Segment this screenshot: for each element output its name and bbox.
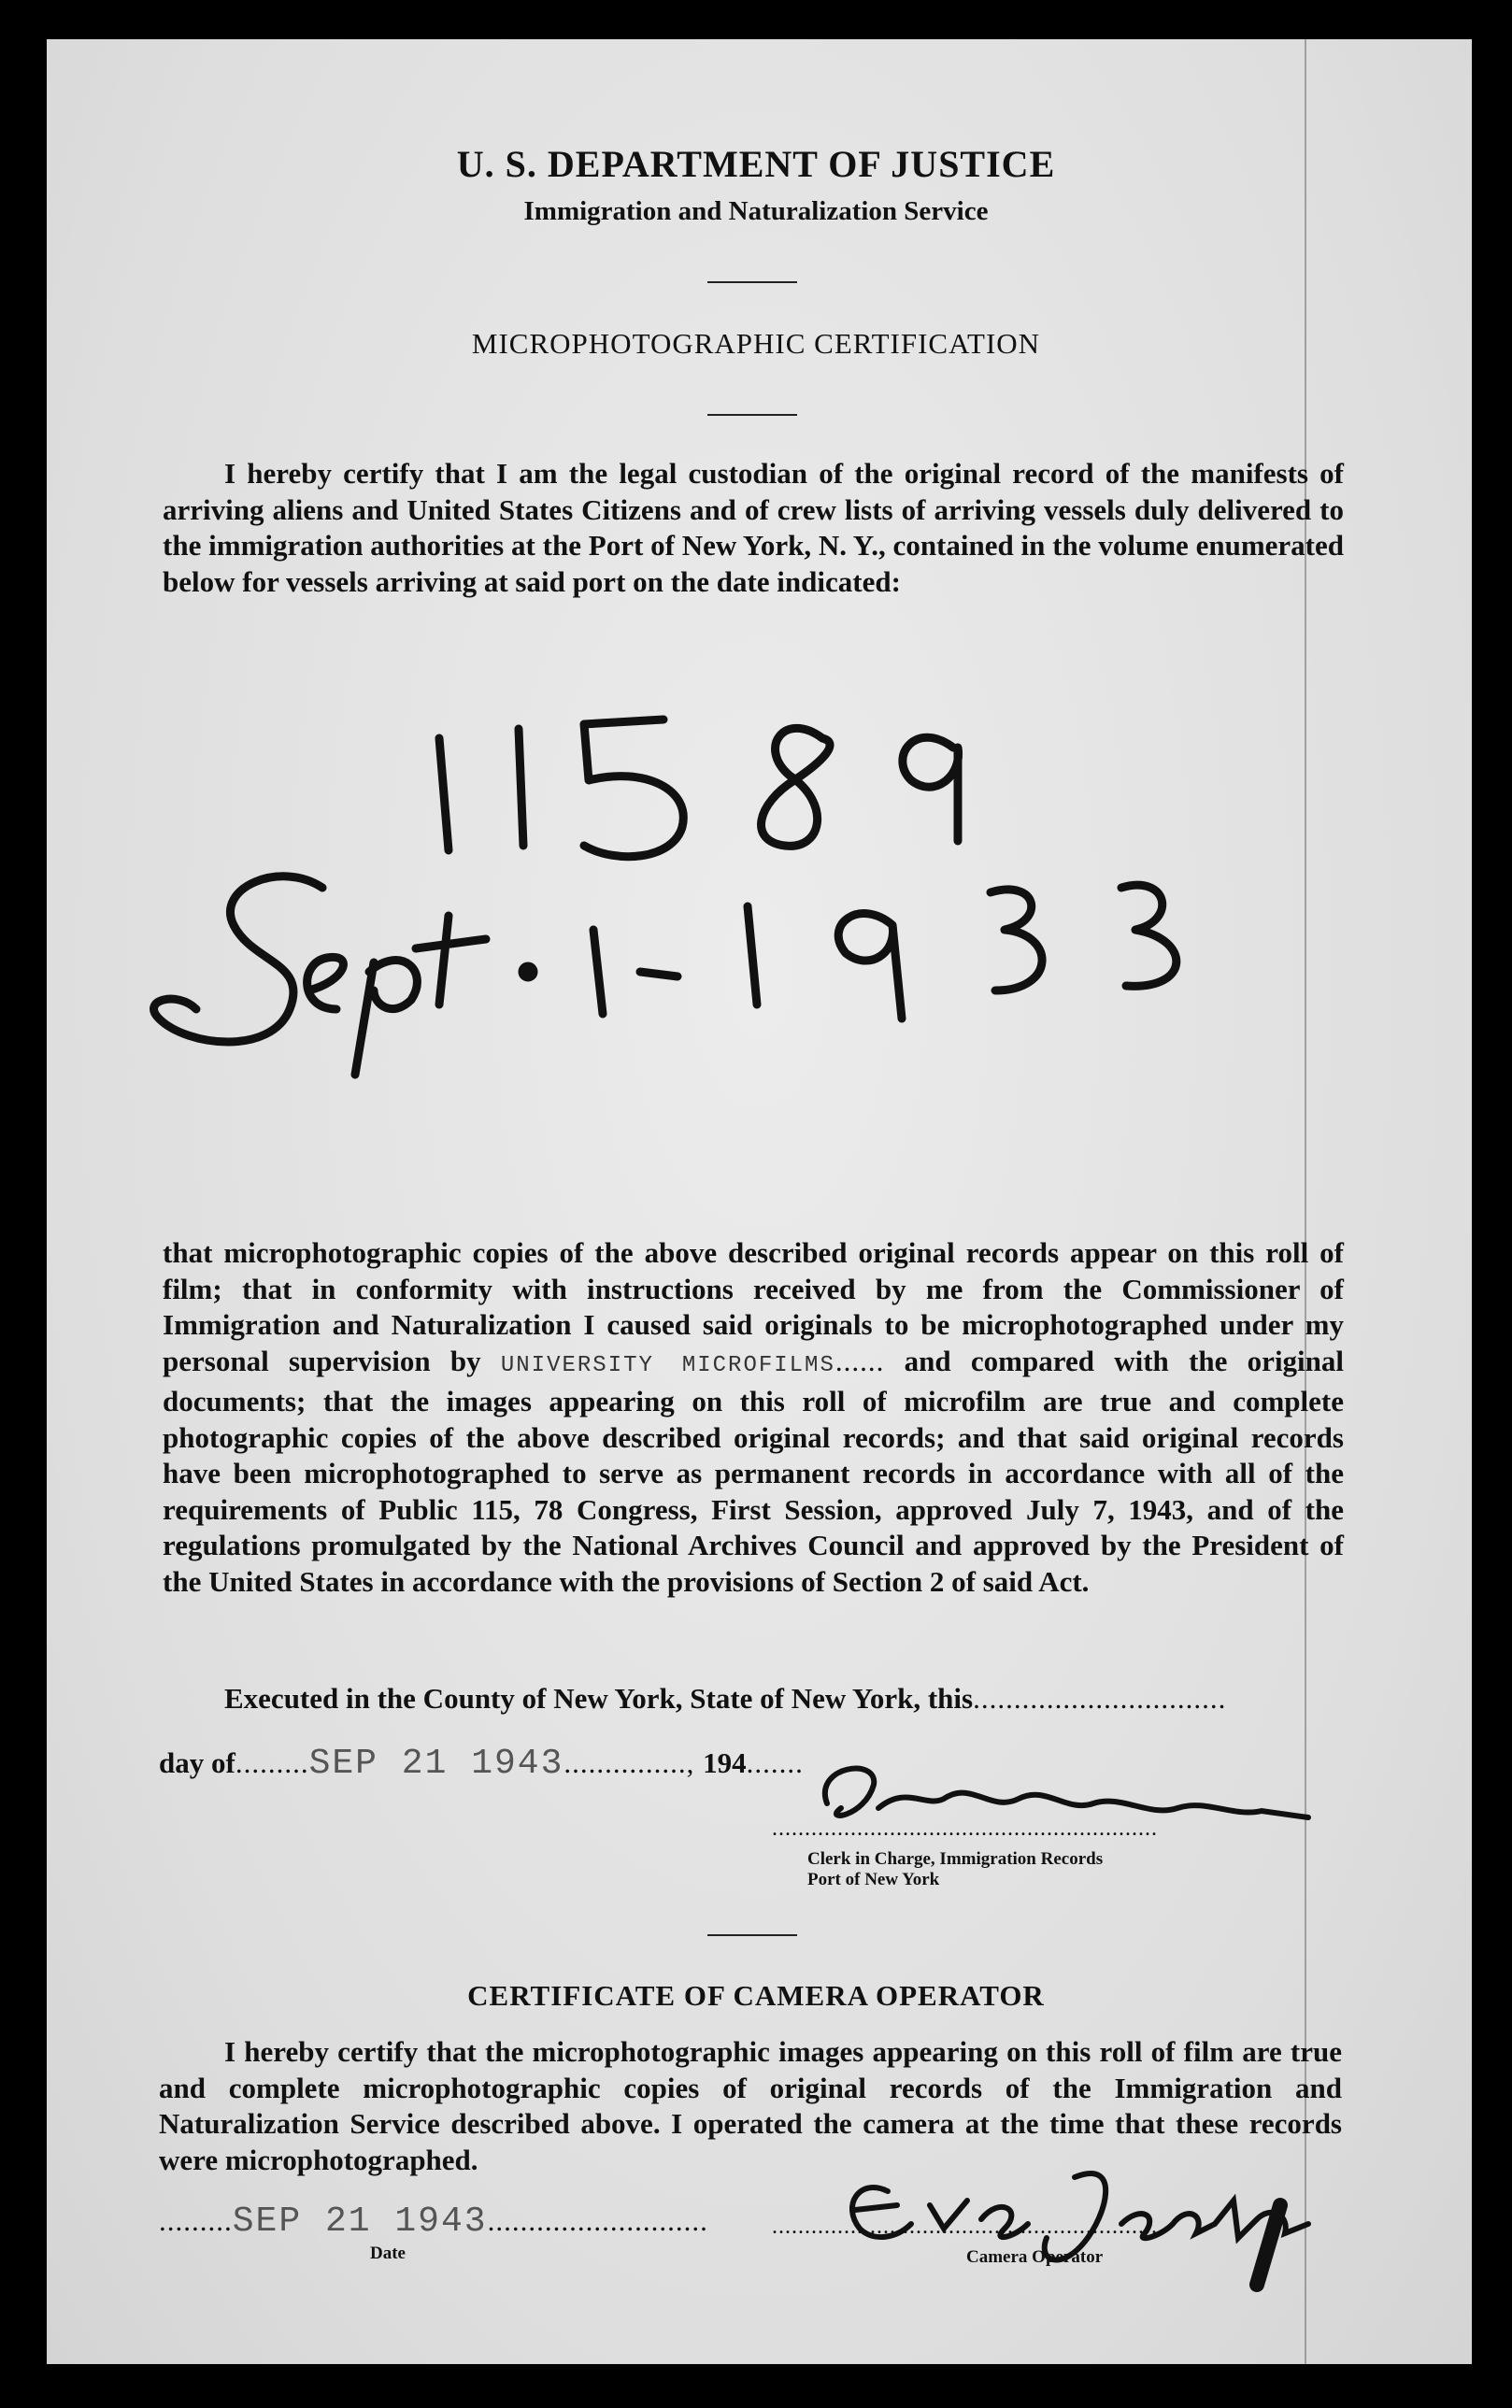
executed-text: Executed in the County of New York, State of New York, this <box>224 1682 974 1715</box>
executed-line: Executed in the County of New York, State of New York, this............................... <box>224 1682 1227 1715</box>
year-label: 194 <box>703 1746 747 1779</box>
supervisor-typed: UNIVERSITY MICROFILMS <box>500 1352 835 1378</box>
camera-heading: CERTIFICATE OF CAMERA OPERATOR <box>467 1979 1045 2012</box>
department-title: U. S. DEPARTMENT OF JUSTICE <box>456 143 1056 185</box>
film-edge-line <box>1305 39 1306 2364</box>
clerk-port: Port of New York <box>807 1870 940 1889</box>
camera-date-line: .........SEP 21 1943........................... <box>159 2201 708 2242</box>
document-sheet <box>47 39 1472 2364</box>
certification-body-b: and compared with the original documents; that the images appearing on this roll of microfilm are true and complete photographic copies of the above described original records; and that said original records have been microphotographed to serve as permanent records in accordance with all of the requirements of Public 115, 78 Congress, First Session, approved July 7, 1943, and of the regulations promulgated by the National Archives Council and approved by the President of the United States in accordance with the provisions of Section 2 of said Act. <box>163 1344 1345 1598</box>
divider <box>707 281 797 283</box>
service-subtitle: Immigration and Naturalization Service <box>523 196 989 226</box>
certification-body: that microphotographic copies of the above described original records appear on this roll of film; that in conformity with instructions received by me from the Commissioner of Immigration and Naturalization I caused said originals to be microphotographed under my personal supervision by UNIVERSITY MICROFILMS...... and compared with the original documents; that the images appearing on this roll of microfilm are true and complete photographic copies of the above described original records; and that said original records have been microphotographed to serve as permanent records in accordance with all of the requirements of Public 115, 78 Congress, First Session, approved July 7, 1943, and of the regulations promulgated by the National Archives Council and approved by the President of the United States in accordance with the provisions of Section 2 of said Act. <box>163 1236 1345 1598</box>
divider <box>707 1934 797 1936</box>
clerk-signature-line: ........................................................... <box>772 1817 1158 1841</box>
divider <box>707 414 797 416</box>
execution-date-stamp: SEP 21 1943 <box>308 1744 564 1784</box>
operator-signature-line: ........................................................... <box>772 2215 1158 2239</box>
certification-intro-text: I hereby certify that I am the legal custodian of the original record of the manifests of arriving aliens and United States Citizens and of crew lists of arriving vessels duly delivered to the immigration authorities at the Port of New York, N. Y., contained in the volume enumerated below for vessels arriving at said port on the date indicated: <box>163 457 1344 598</box>
certification-intro <box>163 456 1344 600</box>
certification-heading: MICROPHOTOGRAPHIC CERTIFICATION <box>471 327 1041 360</box>
day-of-label: day of <box>159 1746 235 1779</box>
camera-date-stamp: SEP 21 1943 <box>232 2201 488 2242</box>
certification-body-a: that microphotographic copies of the above described original records appear on this roll of film; that in conformity with instructions received by me from the Commissioner of Immigration and Naturalization I caused said originals to be microphotographed under my personal supervision by <box>163 1236 1344 1377</box>
clerk-title: Clerk in Charge, Immigration Records <box>807 1849 1104 1869</box>
camera-text: I hereby certify that the microphotographic images appearing on this roll of film are true and complete microphotographic copies of original records of the Immigration and Naturalization Service described above. I operated the camera at the time that these records were microphotographed. <box>159 2035 1342 2176</box>
date-label: Date <box>370 2244 406 2263</box>
day-of-line: day of.........SEP 21 1943..............., 194....... <box>159 1744 804 1784</box>
camera-certificate-text <box>159 2034 1342 2178</box>
operator-label: Camera Operator <box>966 2247 1104 2267</box>
